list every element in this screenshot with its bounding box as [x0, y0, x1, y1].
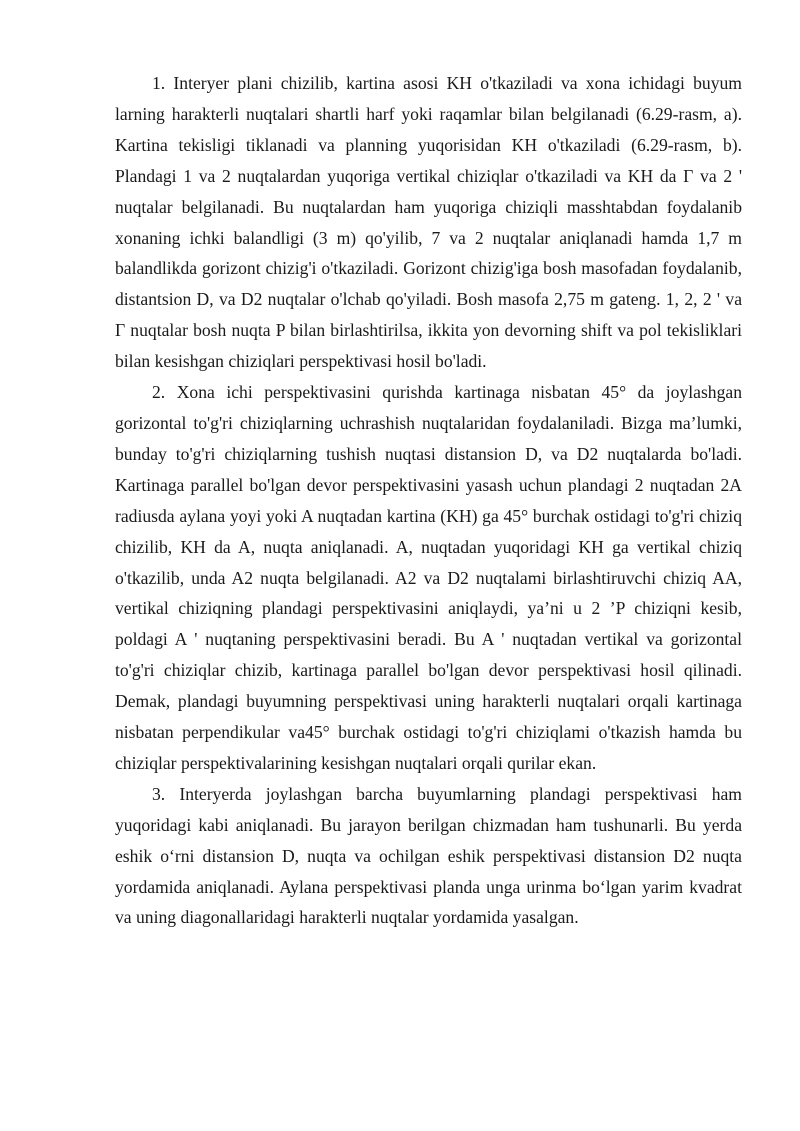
paragraph-2: 2. Xona ichi perspektivasini qurishda kartinaga nisbatan 45° da joylashgan gorizontal to'g'ri chiziqlarning uchrashish nuqtalaridan foydalaniladi. Bizga ma’lumki, bunday to'g'ri chiziqlarning tushish nuqtasi distansion D, va D2 nuqtalarda bo'ladi. Kartinaga parallel bo'lgan devor perspektivasini yasash uchun plandagi 2 nuqtadan 2A radiusda aylana yoyi yoki A nuqtadan kartina (KH) ga 45° burchak ostidagi to'g'ri chiziq chizilib, KH da A, nuqta aniqlanadi. A, nuqtadan yuqoridagi KH ga vertikal chiziq o'tkazilib, unda A2 nuqta belgilanadi. A2 va D2 nuqtalami birlashtiruvchi chiziq AA, vertikal chiziqning plandagi perspektivasini aniqlaydi, ya’ni u 2 ’P chiziqni kesib, poldagi A ' nuqtaning perspektivasini beradi. Bu A ' nuqtadan vertikal va gorizontal to'g'ri chiziqlar chizib, kartinaga parallel bo'lgan devor perspektivasi hosil qilinadi. Demak, plandagi buyumning perspektivasi uning harakterli nuqtalari orqali kartinaga nisbatan perpendikular va45° burchak ostidagi to'g'ri chiziqlami o'tkazish hamda bu chiziqlar perspektivalarining kesishgan nuqtalari orqali qurilar ekan. — [115, 382, 742, 773]
paragraph-1: 1. Interyer plani chizilib, kartina asosi KH o'tkaziladi va xona ichidagi buyum larning harakterli nuqtalari shartli harf yoki raqamlar bilan belgilanadi (6.29-rasm, a). Kartina tekisligi tiklanadi va planning yuqorisidan KH o'tkaziladi (6.29-rasm, b). Plandagi 1 va 2 nuqtalardan yuqoriga vertikal chiziqlar o'tkaziladi va KH da Γ va 2 ' nuqtalar belgilanadi. Bu nuqtalardan ham yuqoriga chiziqli masshtabdan foydalanib xonaning ichki balandligi (3 m) qo'yilib, 7 va 2 nuqtalar aniqlanadi hamda 1,7 m balandlikda gorizont chizig'i o'tkaziladi. Gorizont chizig'iga bosh masofadan foydalanib, distantsion D, va D2 nuqtalar o'lchab qo'yiladi. Bosh masofa 2,75 m gateng. 1, 2, 2 ' va Γ nuqtalar bosh nuqta P bilan birlashtirilsa, ikkita yon devorning shift va pol tekisliklari bilan kesishgan chiziqlari perspektivasi hosil bo'ladi. — [115, 73, 742, 372]
document-page — [115, 68, 742, 933]
paragraph-3: 3. Interyerda joylashgan barcha buyumlarning plandagi perspektivasi ham yuqoridagi kabi aniqlanadi. Bu jarayon berilgan chizmadan ham tushunarli. Bu yerda eshik o‘rni distansion D, nuqta va ochilgan eshik perspektivasi distansion D2 nuqta yordamida aniqlanadi. Aylana perspektivasi planda unga urinma bo‘lgan yarim kvadrat va uning diagonallaridagi harakterli nuqtalar yordamida yasalgan. — [115, 783, 742, 928]
